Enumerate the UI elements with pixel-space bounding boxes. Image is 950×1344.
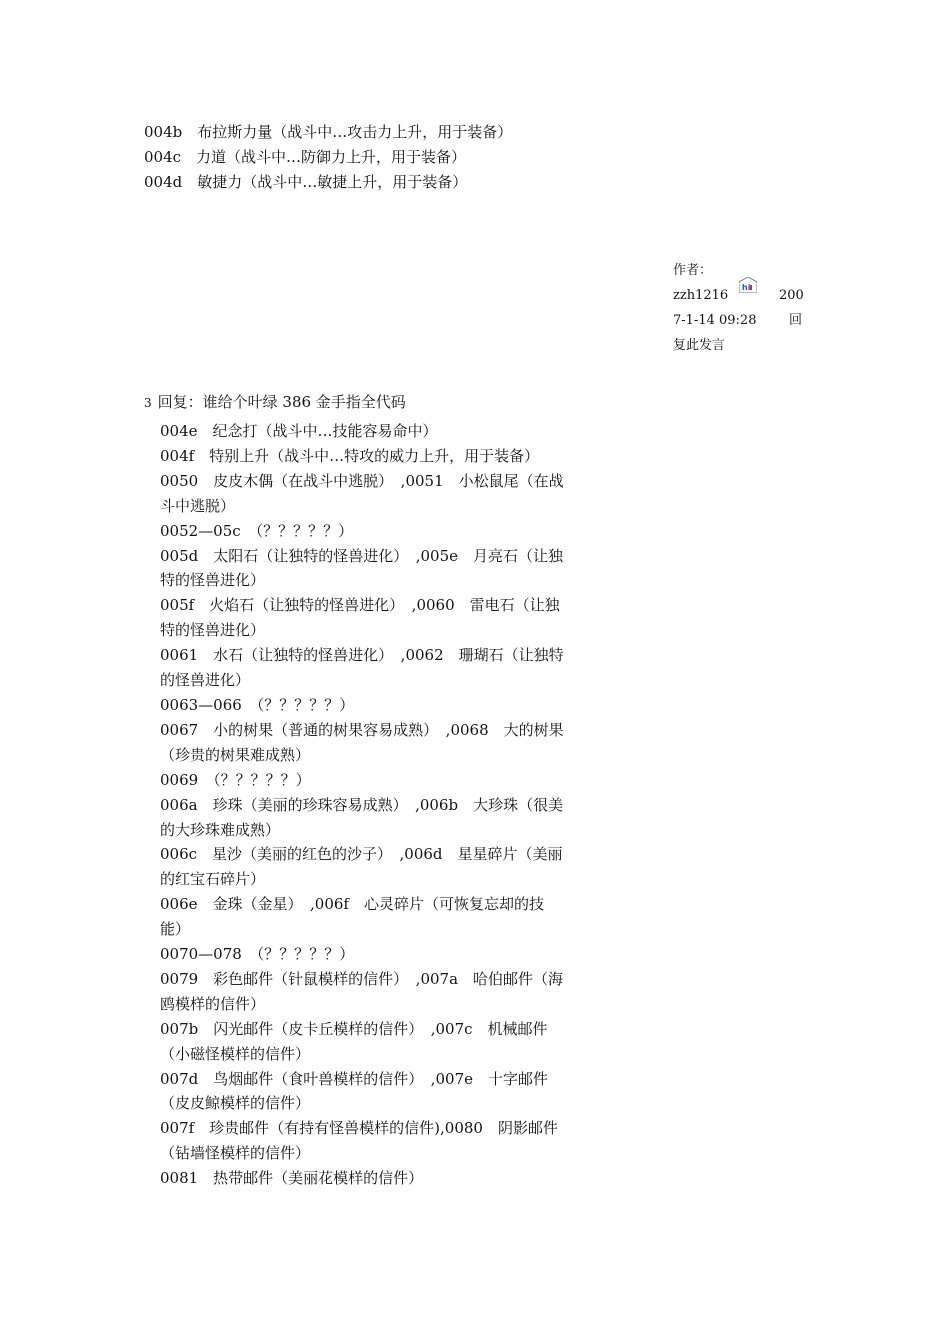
reply-link-part[interactable]: 复此发言: [673, 338, 726, 353]
code-entry: 0079 彩色邮件（针鼠模样的信件） ,007a 哈伯邮件（海鸥模样的信件）: [160, 969, 564, 1013]
code-entry: 005d 太阳石（让独特的怪兽进化） ,005e 月亮石（让独特的怪兽进化）: [160, 546, 564, 590]
author-label: 作者：: [673, 263, 713, 278]
code-entry: 0061 水石（让独特的怪兽进化） ,0062 珊瑚石（让独特的怪兽进化）: [160, 646, 564, 690]
reply-link-part[interactable]: 回: [789, 313, 803, 328]
previous-post-content: [144, 120, 624, 195]
code-entry: 0050 皮皮木偶（在战斗中逃脱） ,0051 小松鼠尾（在战斗中逃脱）: [160, 471, 564, 515]
code-entry: 004f 特别上升（战斗中…特攻的威力上升，用于装备）: [160, 446, 540, 465]
code-entry: 006a 珍珠（美丽的珍珠容易成熟） ,006b 大珍珠（很美的大珍珠难成熟）: [160, 795, 564, 839]
post-date-part: 200: [779, 288, 804, 303]
code-entry: 004e 纪念打（战斗中…技能容易命中）: [160, 422, 438, 440]
reply-number: 3: [144, 396, 152, 410]
post-date-part: 7-1-14 09:28: [673, 313, 757, 328]
code-entry: 007f 珍贵邮件（有持有怪兽模样的信件),0080 阴影邮件（钻墙怪模样的信件）: [160, 1119, 558, 1163]
date-row: [673, 308, 813, 333]
code-entry: 007d 鸟烟邮件（食叶兽模样的信件） ,007e 十字邮件（皮皮鲸模样的信件）: [160, 1069, 549, 1113]
code-entry: 006e 金珠（金星） ,006f 心灵碎片（可恢复忘却的技能）: [160, 895, 544, 939]
code-entry: 0069 （？？？？？）: [160, 770, 311, 789]
reply-title: 回复：谁给个叶绿 386 金手指全代码: [157, 393, 406, 411]
code-entry: 0052—05c （？？？？？）: [160, 521, 354, 540]
code-entry: 006c 星沙（美丽的红色的沙子） ,006d 星星碎片（美丽的红宝石碎片）: [160, 845, 563, 889]
code-line: 004d 敏捷力（战斗中…敏捷上升，用于装备）: [144, 173, 468, 191]
code-line: 004b 布拉斯力量（战斗中…攻击力上升，用于装备）: [144, 123, 513, 141]
code-line: 004c 力道（战斗中…防御力上升，用于装备）: [144, 148, 467, 166]
author-name[interactable]: zzh1216: [673, 288, 729, 303]
code-entry: 005f 火焰石（让独特的怪兽进化） ,0060 雷电石（让独特的怪兽进化）: [160, 596, 560, 640]
code-entry: 0070—078 （？？？？？）: [160, 945, 355, 964]
svg-text:hi: hi: [742, 283, 751, 292]
hi-icon[interactable]: [739, 277, 757, 293]
author-row: [673, 283, 813, 308]
code-entry: 0063—066 （？？？？？）: [160, 695, 355, 714]
reply-header: [144, 390, 406, 416]
reply-content: [160, 419, 565, 1191]
code-entry: 007b 闪光邮件（皮卡丘模样的信件） ,007c 机械邮件（小磁怪模样的信件）: [160, 1019, 548, 1063]
code-entry: 0067 小的树果（普通的树果容易成熟） ,0068 大的树果（珍贵的树果难成熟）: [160, 720, 564, 764]
author-info: [673, 258, 813, 358]
code-entry: 0081 热带邮件（美丽花模样的信件）: [160, 1169, 424, 1188]
